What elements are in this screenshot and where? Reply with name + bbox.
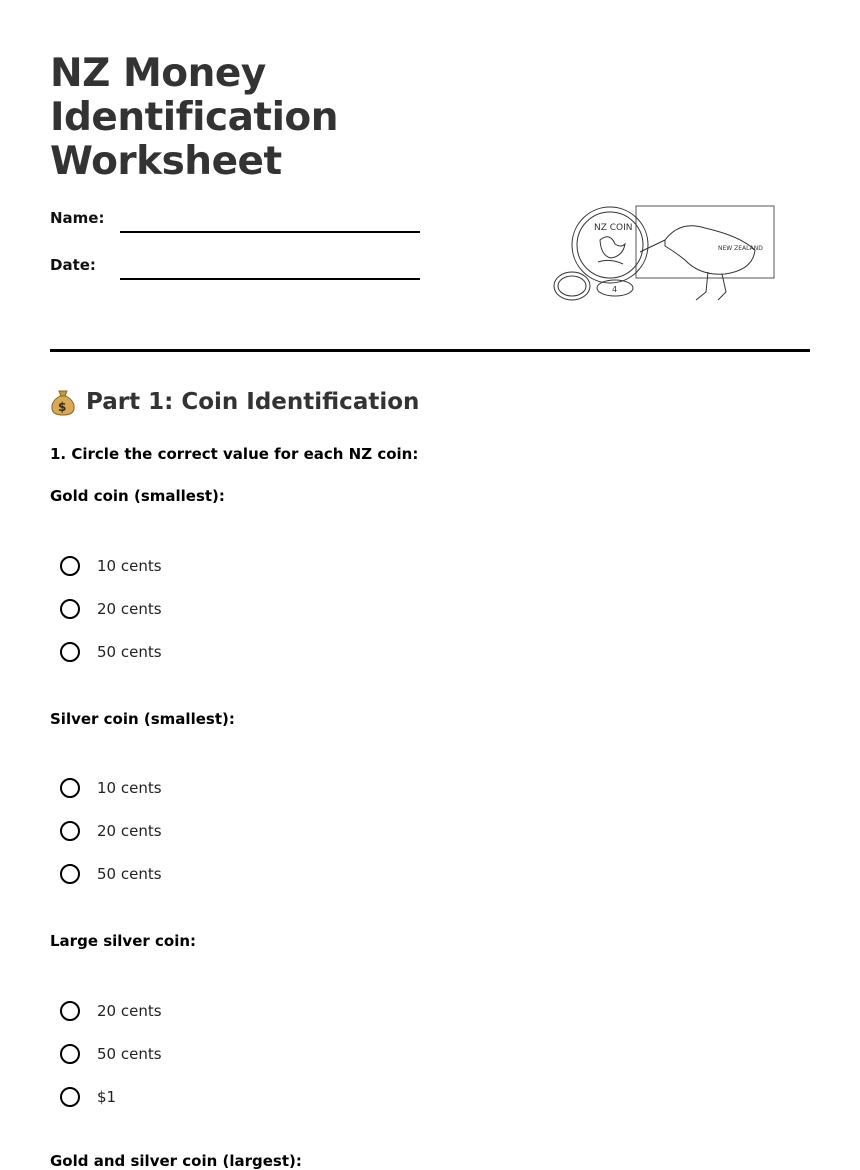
option[interactable]: $1: [60, 1087, 116, 1107]
radio-circle[interactable]: [60, 1044, 80, 1064]
instruction-text: 1. Circle the correct value for each NZ coin:: [50, 445, 419, 463]
question-label: Large silver coin:: [50, 932, 197, 950]
option[interactable]: 50 cents: [60, 864, 162, 884]
date-label: Date:: [50, 256, 96, 274]
option[interactable]: 10 cents: [60, 778, 162, 798]
section-divider: [50, 349, 810, 352]
radio-circle[interactable]: [60, 599, 80, 619]
name-label: Name:: [50, 209, 105, 227]
svg-text:NZ COIN: NZ COIN: [594, 223, 633, 233]
part1-heading: [50, 388, 419, 416]
svg-text:4: 4: [612, 285, 618, 294]
radio-circle[interactable]: [60, 1001, 80, 1021]
option[interactable]: 10 cents: [60, 556, 162, 576]
option[interactable]: 20 cents: [60, 821, 162, 841]
question-label: Silver coin (smallest):: [50, 710, 235, 728]
question-label: Gold and silver coin (largest):: [50, 1152, 302, 1170]
money-bag-icon: [50, 388, 76, 416]
radio-circle[interactable]: [60, 778, 80, 798]
name-field[interactable]: [120, 231, 420, 233]
radio-circle[interactable]: [60, 821, 80, 841]
date-field[interactable]: [120, 278, 420, 280]
radio-circle[interactable]: [60, 642, 80, 662]
option[interactable]: 50 cents: [60, 1044, 162, 1064]
option[interactable]: 20 cents: [60, 1001, 162, 1021]
nz-money-illustration: [550, 200, 780, 305]
option[interactable]: 50 cents: [60, 642, 162, 662]
question-label: Gold coin (smallest):: [50, 487, 225, 505]
radio-circle[interactable]: [60, 1087, 80, 1107]
svg-text:NEW ZEALAND: NEW ZEALAND: [718, 245, 763, 252]
page-title: NZ Money Identification Worksheet: [50, 51, 338, 184]
radio-circle[interactable]: [60, 556, 80, 576]
svg-text:$: $: [58, 400, 67, 414]
radio-circle[interactable]: [60, 864, 80, 884]
part1-heading-text: Part 1: Coin Identification: [86, 389, 420, 415]
option[interactable]: 20 cents: [60, 599, 162, 619]
